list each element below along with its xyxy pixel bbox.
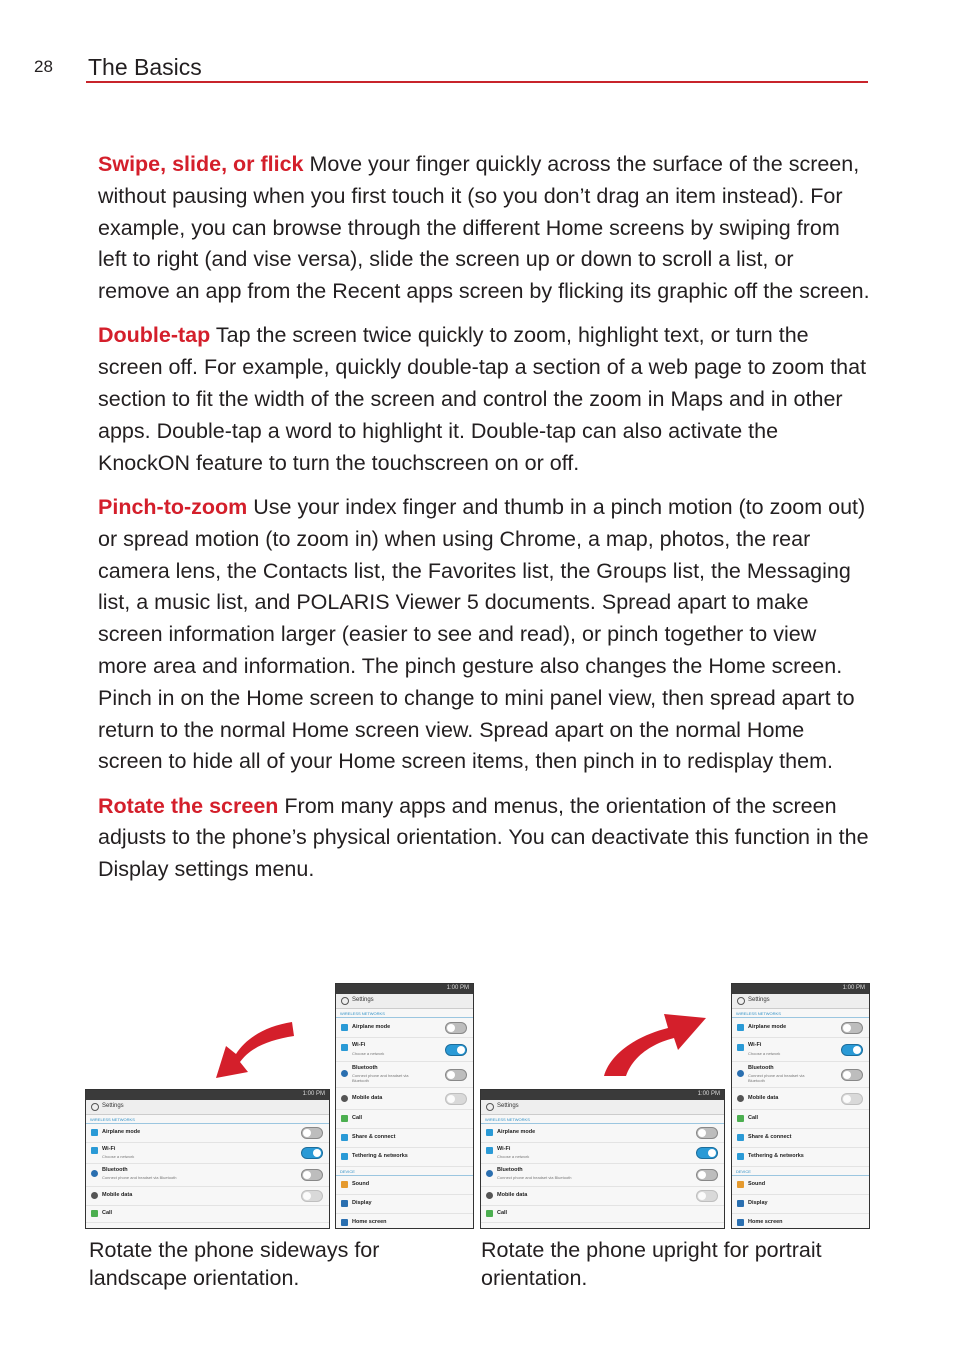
toggle-wifi	[696, 1147, 718, 1159]
portrait-settings-screenshot-right	[731, 983, 870, 1229]
row-airplane	[86, 1124, 329, 1143]
text-rotate: From many apps and menus, the orientation of the screen adjusts to the phone’s physical orientation. You can deactivate this function in the Display settings menu.	[98, 793, 869, 882]
label-wifi: Wi-Fi	[497, 1146, 511, 1152]
wifi-icon	[486, 1147, 493, 1154]
landscape-settings-screenshot-right	[480, 1089, 725, 1229]
toggle-mobile-data	[445, 1093, 467, 1105]
settings-title: Settings	[497, 1103, 519, 1109]
term-swipe: Swipe, slide, or flick	[98, 152, 304, 176]
row-wifi	[732, 1038, 869, 1062]
gear-icon	[341, 997, 349, 1005]
status-bar	[86, 1090, 329, 1100]
display-icon	[341, 1200, 348, 1207]
label-tethering: Tethering & networks	[352, 1153, 408, 1159]
status-time: 1:00 PM	[842, 985, 865, 991]
row-bluetooth	[481, 1164, 724, 1187]
row-tethering	[732, 1148, 869, 1167]
label-mobile-data: Mobile data	[497, 1192, 528, 1198]
settings-title: Settings	[748, 997, 770, 1003]
tethering-icon	[737, 1153, 744, 1160]
toggle-wifi	[841, 1044, 863, 1056]
home-screen-icon	[737, 1219, 744, 1226]
label-wifi: Wi-Fi	[352, 1042, 366, 1048]
wifi-icon	[737, 1044, 744, 1051]
settings-title-bar	[86, 1100, 329, 1115]
row-mobile-data	[336, 1088, 473, 1110]
airplane-icon	[486, 1129, 493, 1136]
sub-bluetooth: Connect phone and headset via Bluetooth	[748, 1073, 805, 1083]
label-bluetooth: Bluetooth	[497, 1167, 523, 1173]
toggle-mobile-data	[841, 1093, 863, 1105]
label-airplane: Airplane mode	[352, 1024, 391, 1030]
term-double-tap: Double-tap	[98, 323, 211, 348]
row-tethering	[336, 1148, 473, 1167]
gear-icon	[486, 1103, 494, 1111]
text-double-tap: Tap the screen twice quickly to zoom, highlight text, or turn the screen off. For example, quickly double-tap a section of a web page to zoom that section to fit the width of the screen and control the zoom in Maps and in other apps. Double-tap a word to highlight it. Double-tap can also activate the KnockON feature to turn the touchscreen on or off.	[98, 323, 867, 475]
section-wireless: WIRELESS NETWORKS	[336, 1009, 473, 1018]
wifi-icon	[91, 1147, 98, 1154]
toggle-bluetooth	[445, 1069, 467, 1081]
sub-wifi: Choose a network	[497, 1154, 530, 1159]
status-bar	[481, 1090, 724, 1100]
row-call	[336, 1110, 473, 1129]
row-bluetooth	[86, 1164, 329, 1187]
settings-title: Settings	[102, 1103, 124, 1109]
paragraph-swipe	[98, 149, 870, 308]
mobile-data-icon	[737, 1095, 744, 1102]
rotate-left-arrow-icon	[206, 1016, 298, 1080]
share-icon	[341, 1134, 348, 1141]
label-bluetooth: Bluetooth	[748, 1065, 774, 1071]
row-mobile-data	[86, 1187, 329, 1206]
page-number: 28	[34, 57, 53, 76]
status-time: 1:00 PM	[302, 1091, 325, 1097]
sub-wifi: Choose a network	[102, 1154, 135, 1159]
status-bar	[336, 984, 473, 994]
call-icon	[91, 1210, 98, 1217]
row-display	[336, 1195, 473, 1214]
sub-wifi: Choose a network	[748, 1051, 781, 1056]
call-icon	[341, 1115, 348, 1122]
rotate-right-arrow-icon	[590, 1000, 710, 1080]
toggle-airplane	[301, 1127, 323, 1139]
sound-icon	[737, 1181, 744, 1188]
display-icon	[737, 1200, 744, 1207]
row-home-screen	[336, 1214, 473, 1229]
row-bluetooth	[336, 1062, 473, 1088]
row-call	[732, 1110, 869, 1129]
label-airplane: Airplane mode	[102, 1129, 141, 1135]
toggle-mobile-data	[301, 1190, 323, 1202]
label-tethering: Tethering & networks	[748, 1153, 804, 1159]
row-wifi	[481, 1143, 724, 1164]
label-call: Call	[497, 1210, 508, 1216]
label-wifi: Wi-Fi	[102, 1146, 116, 1152]
status-time: 1:00 PM	[697, 1091, 720, 1097]
label-call: Call	[352, 1115, 363, 1121]
toggle-mobile-data	[696, 1190, 718, 1202]
portrait-settings-screenshot-left	[335, 983, 474, 1229]
text-swipe: Move your finger quickly across the surface of the screen, without pausing when you first touch it (so you don’t drag an item instead). For example, you can browse through the different Home screens by swiping from left to right (and vise versa), slide the screen up or down to scroll a list, or remove an app from the Recent apps screen by flicking its graphic off the screen.	[98, 152, 870, 304]
settings-title-bar	[481, 1100, 724, 1115]
label-mobile-data: Mobile data	[102, 1192, 133, 1198]
row-share	[336, 1129, 473, 1148]
row-home-screen	[732, 1214, 869, 1229]
row-airplane	[481, 1124, 724, 1143]
mobile-data-icon	[341, 1095, 348, 1102]
toggle-airplane	[445, 1022, 467, 1034]
row-airplane	[732, 1018, 869, 1038]
label-mobile-data: Mobile data	[352, 1095, 383, 1101]
caption-portrait: Rotate the phone upright for portrait orientation.	[481, 1238, 822, 1290]
toggle-airplane	[841, 1022, 863, 1034]
share-icon	[737, 1134, 744, 1141]
airplane-icon	[341, 1024, 348, 1031]
paragraph-double-tap	[98, 320, 870, 479]
row-display	[732, 1195, 869, 1214]
label-wifi: Wi-Fi	[748, 1042, 762, 1048]
sub-wifi: Choose a network	[352, 1051, 385, 1056]
row-wifi	[86, 1143, 329, 1164]
bluetooth-icon	[341, 1070, 348, 1077]
label-bluetooth: Bluetooth	[102, 1167, 128, 1173]
term-pinch: Pinch-to-zoom	[98, 494, 248, 519]
status-time: 1:00 PM	[446, 985, 469, 991]
term-rotate: Rotate the screen	[98, 793, 279, 818]
row-mobile-data	[481, 1187, 724, 1206]
mobile-data-icon	[486, 1192, 493, 1199]
section-device: DEVICE	[732, 1167, 869, 1176]
toggle-airplane	[696, 1127, 718, 1139]
tethering-icon	[341, 1153, 348, 1160]
section-device: DEVICE	[336, 1167, 473, 1176]
label-share: Share & connect	[748, 1134, 792, 1140]
label-sound: Sound	[748, 1181, 766, 1187]
row-share	[732, 1129, 869, 1148]
text-pinch: Use your index finger and thumb in a pinch motion (to zoom out) or spread motion (to zoom in) when using Chrome, a map, photos, the rear camera lens, the Contacts list, the Favorites list, the Groups list, the Messaging list, a music list, and POLARIS Viewer 5 documents. Spread apart to make screen information larger (easier to see and read), or pinch together to view more area and information. The pinch gesture also changes the Home screen. Pinch in on the Home screen to change to mini panel view, then spread apart to return to the normal Home screen view. Spread apart on the normal Home screen to hide all of your Home screen items, then pinch in to redisplay them.	[98, 494, 866, 774]
header-rule	[86, 81, 868, 83]
label-home-screen: Home screen	[352, 1219, 387, 1225]
row-wifi	[336, 1038, 473, 1062]
row-airplane	[336, 1018, 473, 1038]
label-airplane: Airplane mode	[748, 1024, 787, 1030]
section-wireless: WIRELESS NETWORKS	[732, 1009, 869, 1018]
wifi-icon	[341, 1044, 348, 1051]
row-call	[481, 1206, 724, 1223]
toggle-wifi	[301, 1147, 323, 1159]
row-sound	[336, 1176, 473, 1195]
bluetooth-icon	[91, 1170, 98, 1177]
section-wireless: WIRELESS NETWORKS	[86, 1115, 329, 1124]
airplane-icon	[91, 1129, 98, 1136]
label-share: Share & connect	[352, 1134, 396, 1140]
paragraph-rotate	[98, 791, 870, 886]
section-wireless: WIRELESS NETWORKS	[481, 1115, 724, 1124]
toggle-bluetooth	[696, 1169, 718, 1181]
settings-title-bar	[732, 994, 869, 1009]
row-call	[86, 1206, 329, 1223]
sub-bluetooth: Connect phone and headset via Bluetooth	[497, 1175, 572, 1180]
sub-bluetooth: Connect phone and headset via Bluetooth	[102, 1175, 177, 1180]
bluetooth-icon	[486, 1170, 493, 1177]
bluetooth-icon	[737, 1070, 744, 1077]
settings-title: Settings	[352, 997, 374, 1003]
label-home-screen: Home screen	[748, 1219, 783, 1225]
section-title: The Basics	[88, 54, 202, 80]
sub-bluetooth: Connect phone and headset via Bluetooth	[352, 1073, 409, 1083]
label-call: Call	[102, 1210, 113, 1216]
toggle-bluetooth	[301, 1169, 323, 1181]
label-display: Display	[352, 1200, 372, 1206]
toggle-wifi	[445, 1044, 467, 1056]
caption-landscape: Rotate the phone sideways for landscape orientation.	[89, 1238, 380, 1290]
row-mobile-data	[732, 1088, 869, 1110]
body-text	[98, 149, 870, 899]
paragraph-pinch	[98, 492, 870, 778]
home-screen-icon	[341, 1219, 348, 1226]
landscape-settings-screenshot	[85, 1089, 330, 1229]
toggle-bluetooth	[841, 1069, 863, 1081]
airplane-icon	[737, 1024, 744, 1031]
call-icon	[486, 1210, 493, 1217]
label-mobile-data: Mobile data	[748, 1095, 779, 1101]
label-sound: Sound	[352, 1181, 370, 1187]
call-icon	[737, 1115, 744, 1122]
row-sound	[732, 1176, 869, 1195]
label-display: Display	[748, 1200, 768, 1206]
gear-icon	[737, 997, 745, 1005]
status-bar	[732, 984, 869, 994]
mobile-data-icon	[91, 1192, 98, 1199]
settings-title-bar	[336, 994, 473, 1009]
label-airplane: Airplane mode	[497, 1129, 536, 1135]
sound-icon	[341, 1181, 348, 1188]
row-bluetooth	[732, 1062, 869, 1088]
label-bluetooth: Bluetooth	[352, 1065, 378, 1071]
gear-icon	[91, 1103, 99, 1111]
label-call: Call	[748, 1115, 759, 1121]
